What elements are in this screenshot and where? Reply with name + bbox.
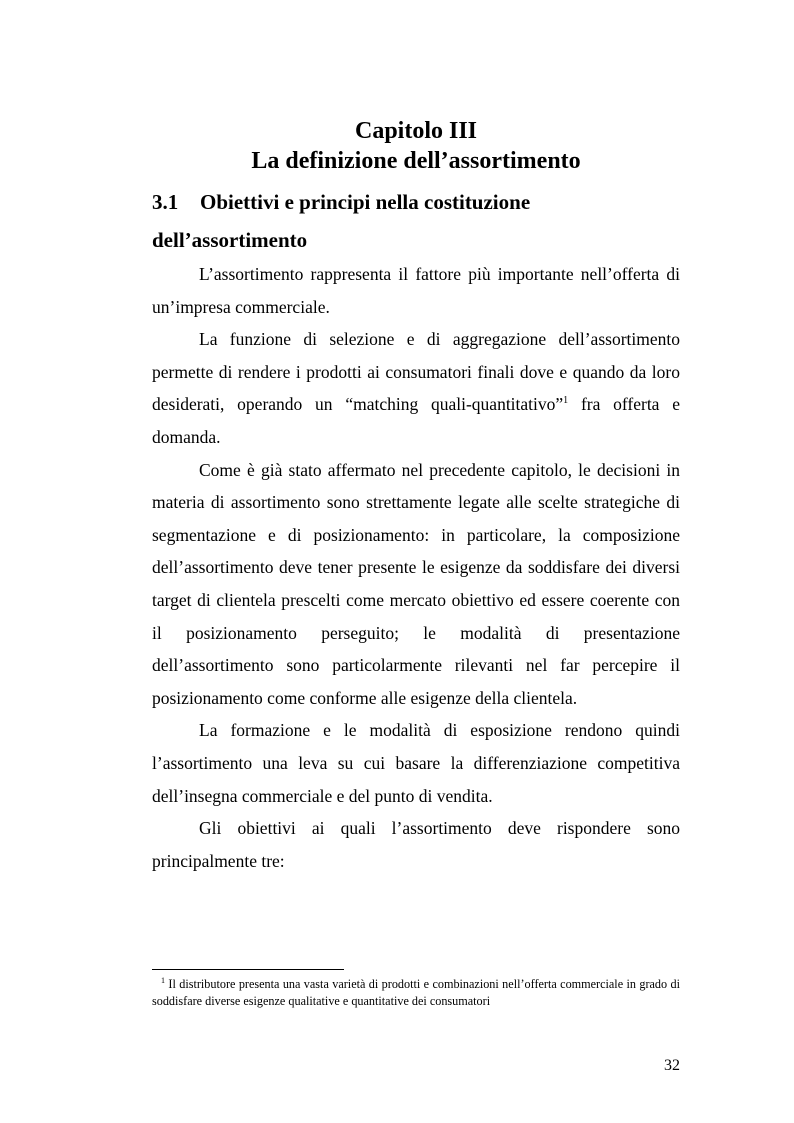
paragraph: Gli obiettivi ai quali l’assortimento deve rispondere sono principalmente tre: — [152, 818, 680, 871]
paragraph: La formazione e le modalità di esposizione rendono quindi l’assortimento una leva su cui basare la differenziazione competitiva dell’insegna commerciale e del punto di vendita. — [152, 720, 680, 806]
footnote-marker: 1 — [161, 976, 165, 985]
footnote-divider — [152, 969, 344, 970]
paragraph: Come è già stato affermato nel precedente capitolo, le decisioni in materia di assortimento sono strettamente legate alle scelte strategiche di segmentazione e di posizionamento: in particolare, la composizione dell’assortimento deve tener presente le esigenze da soddisfare dei diversi target di clientela prescelti come mercato obiettivo ed essere coerente con il posizionamento perseguito; le modalità di presentazione dell’assortimento sono particolarmente rilevanti nel far percepire il posizionamento come conforme alle esigenze della clientela. — [152, 459, 680, 708]
section-heading — [152, 190, 680, 215]
paragraph — [152, 323, 680, 453]
footnote — [152, 976, 680, 1010]
chapter-title: La definizione dell’assortimento — [251, 148, 581, 174]
section-title-line1: Obiettivi e principi nella costituzione — [200, 190, 531, 214]
paragraph: L’assortimento rappresenta il fattore più importante nell’offerta di un’impresa commerciale. — [152, 264, 680, 317]
section-heading-continued: dell’assortimento — [152, 228, 308, 252]
section-number: 3.1 — [152, 190, 179, 214]
paragraph-text: fra offerta e domanda. — [152, 394, 680, 447]
body-text — [152, 258, 680, 877]
footnote-reference: 1 — [563, 395, 569, 407]
footnote-text: Il distributore presenta una vasta varietà di prodotti e combinazioni nell’offerta commerciale in grado di soddisfare diverse esigenze qualitative e quantitative dei consumatori — [152, 977, 680, 1008]
page-number: 32 — [664, 1057, 680, 1074]
chapter-label: Capitolo III — [354, 118, 478, 144]
paragraph-text: La funzione di selezione e di aggregazione dell’assortimento permette di rendere i prodotti ai consumatori finali dove e quando da loro desiderati, operando un “matching quali-quantitativo” — [152, 329, 680, 415]
